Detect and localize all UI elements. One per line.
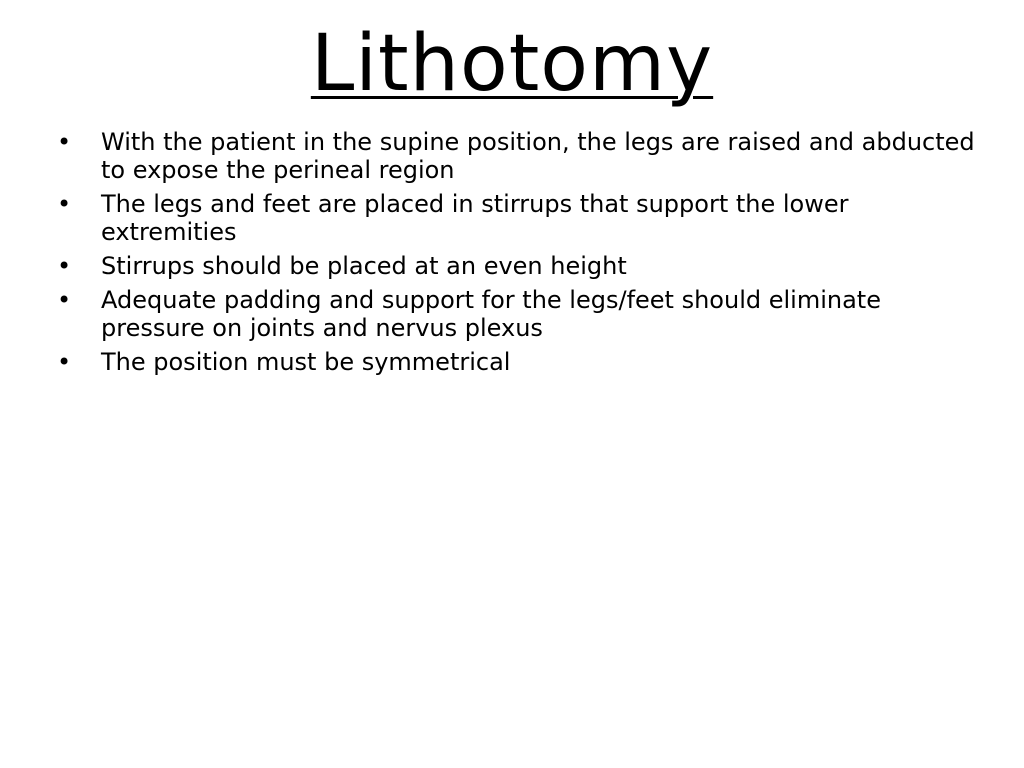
bullet-item	[57, 128, 987, 184]
bullet-item	[57, 190, 987, 246]
bullet-list	[57, 128, 987, 382]
bullet-icon: •	[57, 348, 72, 376]
bullet-icon: •	[57, 190, 72, 218]
bullet-text: Stirrups should be placed at an even height	[101, 252, 627, 280]
slide-title	[0, 14, 1024, 114]
bullet-text: Adequate padding and support for the legs/feet should eliminate pressure on joints and nervus plexus	[101, 286, 881, 342]
bullet-text: With the patient in the supine position, the legs are raised and abducted to expose the perineal region	[101, 128, 975, 184]
slide-title-text: Lithotomy	[310, 19, 714, 109]
bullet-icon: •	[57, 252, 72, 280]
bullet-text: The legs and feet are placed in stirrups that support the lower extremities	[101, 190, 849, 246]
bullet-icon: •	[57, 286, 72, 314]
bullet-icon: •	[57, 128, 72, 156]
bullet-item	[57, 286, 987, 342]
bullet-item	[57, 348, 987, 376]
bullet-text: The position must be symmetrical	[101, 348, 511, 376]
bullet-item	[57, 252, 987, 280]
